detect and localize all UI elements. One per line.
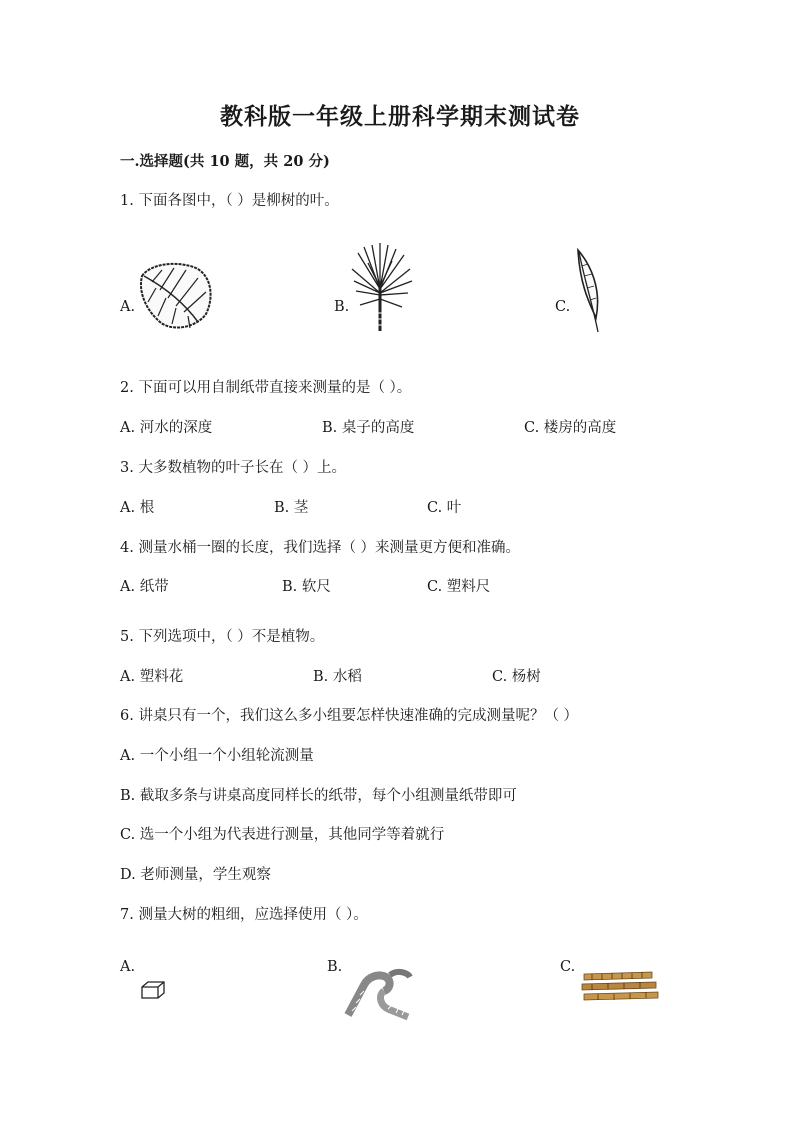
page-title: 教科版一年级上册科学期末测试卷 — [220, 103, 580, 130]
q3-option-c: C. 叶 — [427, 500, 462, 516]
serrated-leaf-image — [136, 258, 218, 334]
q4-option-b: B. 软尺 — [282, 579, 331, 595]
q6-option-b: B. 截取多条与讲桌高度同样长的纸带，每个小组测量纸带即可 — [120, 788, 517, 804]
question-7: 7. 测量大树的粗细，应选择使用（ ）。 — [120, 907, 368, 923]
question-5: 5. 下列选项中，（ ）不是植物。 — [120, 629, 325, 645]
q1-option-b-label: B. — [334, 299, 350, 315]
q2-option-a: A. 河水的深度 — [120, 420, 213, 436]
q7-option-b-label: B. — [327, 959, 343, 975]
q6-option-d: D. 老师测量，学生观察 — [120, 867, 271, 883]
q2-option-c: C. 楼房的高度 — [524, 420, 617, 436]
q5-option-b: B. 水稻 — [313, 669, 362, 685]
q6-option-a: A. 一个小组一个小组轮流测量 — [120, 748, 314, 764]
folding-ruler-image — [578, 970, 660, 1006]
willow-leaf-image — [572, 248, 608, 334]
q7-option-c-label: C. — [560, 959, 576, 975]
cube-image — [140, 980, 166, 1000]
question-3: 3. 大多数植物的叶子长在（ ）上。 — [120, 460, 347, 476]
q3-option-a: A. 根 — [120, 500, 155, 516]
q3-option-b: B. 茎 — [274, 500, 309, 516]
question-1: 1. 下面各图中，（ ）是柳树的叶。 — [120, 193, 339, 209]
q1-option-c-label: C. — [555, 299, 571, 315]
q4-option-a: A. 纸带 — [120, 579, 169, 595]
question-2: 2. 下面可以用自制纸带直接来测量的是（ ）。 — [120, 380, 412, 396]
pine-needles-image — [350, 243, 414, 333]
q2-option-b: B. 桌子的高度 — [322, 420, 415, 436]
question-6: 6. 讲桌只有一个，我们这么多小组要怎样快速准确的完成测量呢？（ ） — [120, 708, 579, 724]
q5-option-a: A. 塑料花 — [120, 669, 184, 685]
tape-measure-image — [344, 965, 414, 1021]
question-4: 4. 测量水桶一圈的长度，我们选择（ ）来测量更方便和准确。 — [120, 540, 521, 556]
section-heading: 一.选择题(共 10 题，共 20 分) — [120, 153, 330, 170]
q5-option-c: C. 杨树 — [492, 669, 541, 685]
q6-option-c: C. 选一个小组为代表进行测量，其他同学等着就行 — [120, 827, 445, 843]
q4-option-c: C. 塑料尺 — [427, 579, 491, 595]
q7-option-a-label: A. — [120, 959, 136, 975]
q1-option-a-label: A. — [120, 299, 136, 315]
